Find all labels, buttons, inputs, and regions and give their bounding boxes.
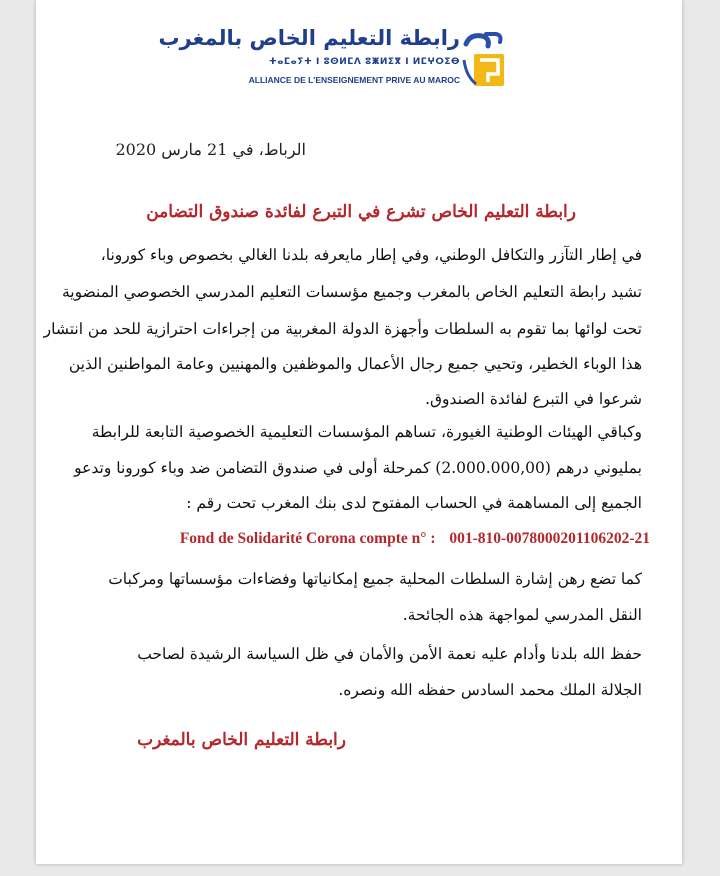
- alliance-logo-icon: [460, 30, 506, 88]
- org-name-tifinagh: ⵜⴰⵎⴰⵢⵜ ⵏ ⵓⵙⵍⵎⴷ ⵓⵥⵍⵉⴳ ⵏ ⵍⵎⵖⵔⵉⴱ: [268, 57, 460, 67]
- paragraph3-line: كما تضع رهن إشارة السلطات المحلية جميع إمكانياتها وفضاءات مؤسساتها ومركبات: [108, 570, 642, 588]
- letter-title: رابطة التعليم الخاص تشرع في التبرع لفائدة صندوق التضامن: [146, 202, 576, 222]
- paragraph1-line: شرعوا في التبرع لفائدة الصندوق.: [425, 390, 642, 408]
- letter-page: [36, 0, 682, 864]
- paragraph1-line: في إطار التآزر والتكافل الوطني، وفي إطار مايعرفه بلدنا الغالي بخصوص وباء كورونا،: [100, 246, 642, 264]
- paragraph4-line: الجلالة الملك محمد السادس حفظه الله ونصره.: [338, 681, 642, 699]
- signature: رابطة التعليم الخاص بالمغرب: [137, 730, 346, 750]
- org-name-french: ALLIANCE DE L'ENSEIGNEMENT PRIVE AU MAROC: [248, 75, 460, 85]
- paragraph4-line: حفظ الله بلدنا وأدام عليه نعمة الأمن والأمان في ظل السياسة الرشيدة لصاحب: [137, 645, 642, 663]
- paragraph1-line: تحت لوائها بما تقوم به السلطات وأجهزة الدولة المغربية من إجراءات احترازية للحد من انتشار: [43, 320, 642, 338]
- paragraph2-line: الجميع إلى المساهمة في الحساب المفتوح لدى بنك المغرب تحت رقم :: [186, 494, 642, 512]
- account-label: Fond de Solidarité Corona compte n° :: [179, 530, 436, 547]
- letter-date: الرباط، في 21 مارس 2020: [115, 140, 306, 159]
- account-number: 001-810-0078000201106202-21: [449, 530, 650, 547]
- bank-account: [110, 530, 650, 548]
- paragraph1-line: هذا الوباء الخطير، وتحيي جميع رجال الأعمال والموظفين والمهنيين وعامة المواطنين الذين: [68, 355, 642, 373]
- paragraph2-line: وكباقي الهيئات الوطنية الغيورة، تساهم المؤسسات التعليمية الخصوصية التابعة للرابطة: [91, 423, 642, 441]
- paragraph2-line: بمليوني درهم (2.000.000,00) كمرحلة أولى في صندوق التضامن ضد وباء كورونا وتدعو: [74, 459, 642, 477]
- org-name-arabic: رابطة التعليم الخاص بالمغرب: [158, 26, 460, 50]
- paragraph3-line: النقل المدرسي لمواجهة هذه الجائحة.: [402, 606, 642, 624]
- paragraph1-line: تشيد رابطة التعليم الخاص بالمغرب وجميع مؤسسات التعليم المدرسي الخصوصي المنضوية: [61, 283, 642, 301]
